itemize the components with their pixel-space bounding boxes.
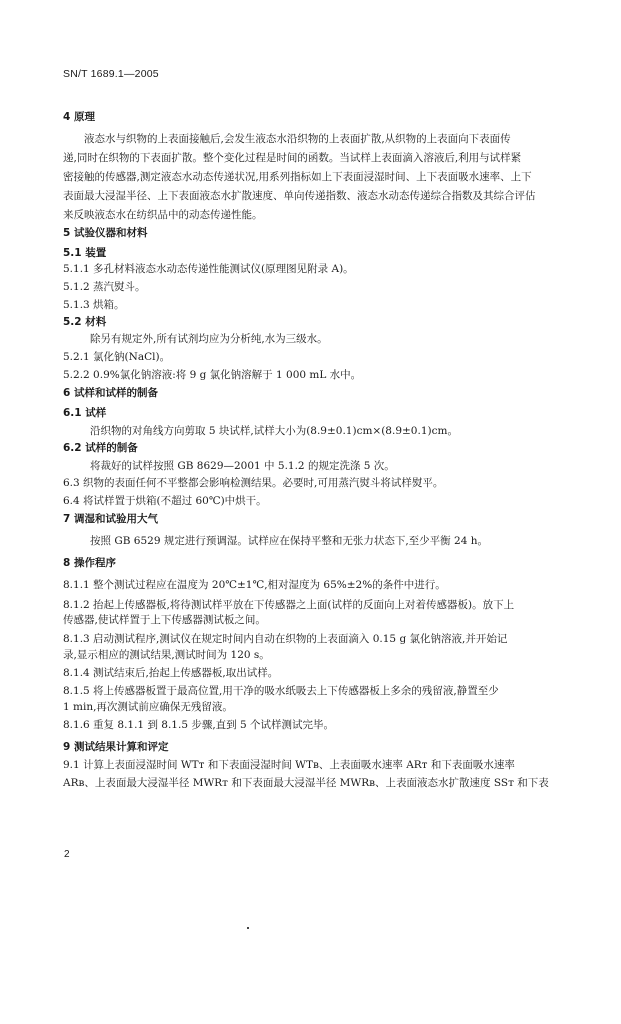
s7-para: 按照 GB 6529 规定进行预调湿。试样应在保持平整和无张力状态下,至少平衡 24 h。	[90, 535, 488, 547]
section-4-title: 4 原理	[63, 111, 95, 123]
s4-para-line-5: 来反映液态水在纺织品中的动态传递性能。	[63, 209, 263, 221]
s6-1-para: 沿织物的对角线方向剪取 5 块试样,试样大小为(8.9±0.1)cm×(8.9±0.1)cm。	[90, 425, 458, 437]
s5-2-1: 5.2.1 氯化钠(NaCl)。	[63, 351, 171, 363]
section-7-title: 7 调湿和试验用大气	[63, 513, 158, 525]
s8-1-2-line-1: 8.1.2 抬起上传感器板,将待测试样平放在下传感器之上面(试样的反面向上对着传感器板)。放下上	[63, 599, 515, 611]
s5-2-heading: 5.2 材料	[63, 316, 107, 328]
scan-speck	[247, 927, 249, 929]
section-9-title: 9 测试结果计算和评定	[63, 741, 169, 753]
s8-1-2-line-2: 传感器,使试样置于上下传感器测试板之间。	[63, 614, 266, 626]
s9-para-line-2: ARʙ、上表面最大浸湿半径 MWRᴛ 和下表面最大浸湿半径 MWRʙ、上表面液态水扩散速度 SSᴛ 和下表	[63, 777, 549, 789]
s6-3: 6.3 织物的表面任何不平整都会影响检测结果。必要时,可用蒸汽熨斗将试样熨平。	[63, 477, 444, 489]
s5-1-2: 5.1.2 蒸汽熨斗。	[63, 281, 146, 293]
s8-1-4: 8.1.4 测试结束后,抬起上传感器板,取出试样。	[63, 667, 279, 679]
s5-2-2: 5.2.2 0.9%氯化钠溶液:将 9 g 氯化钠溶解于 1 000 mL 水中。	[63, 369, 362, 381]
s5-1-heading: 5.1 装置	[63, 247, 107, 259]
s6-1-heading: 6.1 试样	[63, 407, 107, 419]
s5-2-para: 除另有规定外,所有试剂均应为分析纯,水为三级水。	[90, 333, 328, 345]
s6-4: 6.4 将试样置于烘箱(不超过 60℃)中烘干。	[63, 495, 267, 507]
s8-1-5-line-1: 8.1.5 将上传感器板置于最高位置,用干净的吸水纸吸去上下传感器板上多余的残留液,静置至少	[63, 685, 499, 697]
s9-para-line-1: 9.1 计算上表面浸湿时间 WTᴛ 和下表面浸湿时间 WTʙ、上表面吸水速率 ARᴛ 和下表面吸水速率	[63, 759, 515, 771]
standard-number-header: SN/T 1689.1—2005	[63, 68, 159, 80]
s8-1-3-line-2: 录,显示相应的测试结果,测试时间为 120 s。	[63, 649, 270, 661]
s8-1-1: 8.1.1 整个测试过程应在温度为 20℃±1℃,相对湿度为 65%±2%的条件中进行。	[63, 579, 446, 591]
section-8-title: 8 操作程序	[63, 557, 116, 569]
s4-para-line-1: 液态水与织物的上表面接触后,会发生液态水沿织物的上表面扩散,从织物的上表面向下表面传	[84, 133, 511, 145]
section-6-title: 6 试样和试样的制备	[63, 387, 158, 399]
s8-1-6: 8.1.6 重复 8.1.1 到 8.1.5 步骤,直到 5 个试样测试完毕。	[63, 719, 335, 731]
s6-2-para: 将裁好的试样按照 GB 8629—2001 中 5.1.2 的规定洗涤 5 次。	[90, 460, 395, 472]
s4-para-line-4: 表面最大浸湿半径、上下表面液态水扩散速度、单向传递指数、液态水动态传递综合指数及其综合评估	[63, 190, 536, 202]
page-number: 2	[64, 849, 70, 860]
s8-1-5-line-2: 1 min,再次测试前应确保无残留液。	[63, 701, 233, 713]
s6-2-heading: 6.2 试样的制备	[63, 442, 138, 454]
section-5-title: 5 试验仪器和材料	[63, 227, 148, 239]
s8-1-3-line-1: 8.1.3 启动测试程序,测试仪在规定时间内自动在织物的上表面滴入 0.15 g 氯化钠溶液,并开始记	[63, 633, 508, 645]
s4-para-line-2: 递,同时在织物的下表面扩散。整个变化过程是时间的函数。当试样上表面滴入溶液后,利用与试样紧	[63, 152, 522, 164]
s5-1-1: 5.1.1 多孔材料液态水动态传递性能测试仪(原理图见附录 A)。	[63, 263, 354, 275]
s4-para-line-3: 密接触的传感器,测定液态水动态传递状况,用系列指标如上下表面浸湿时间、上下表面吸水速率、上下	[63, 171, 532, 183]
s5-1-3: 5.1.3 烘箱。	[63, 299, 125, 311]
